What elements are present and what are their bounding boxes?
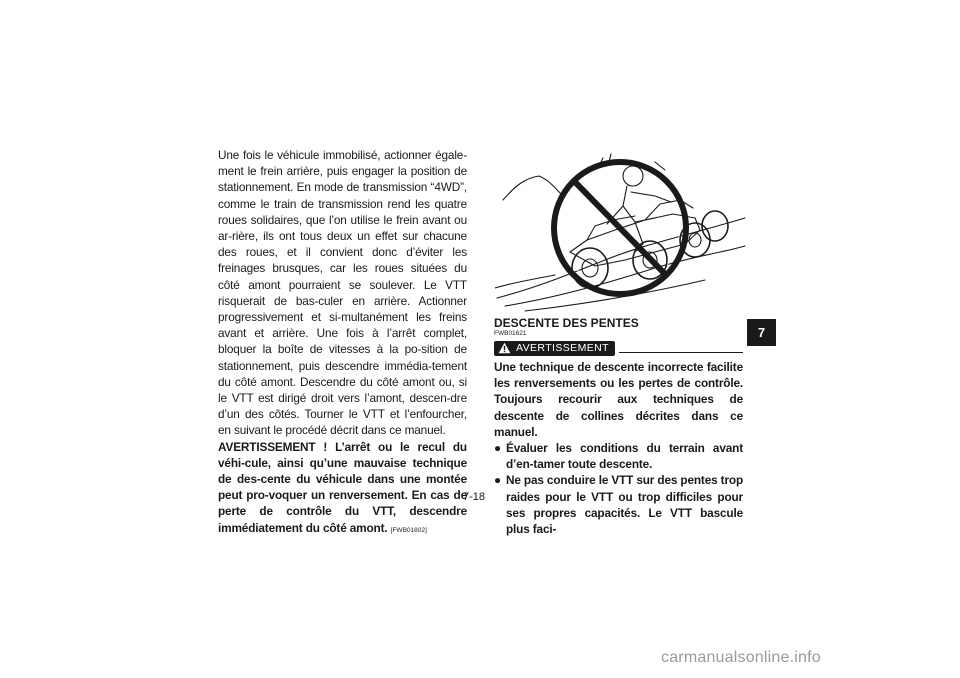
right-column (494, 316, 743, 537)
body-paragraph: Une fois le véhicule immobilisé, actionner égale-ment le frein arrière, puis engager la position de stationnement. En mode de transmission “4WD”, comme le train de transmission rend les quatre roues solidaires, que l’on utilise le frein avant ou ar-rière, ils ont tous deux un effet sur chacune des roues, et il convient donc d’éviter les freinages brusques, car les roues situées du côté amont pourraient se soulever. Le VTT risquerait de bas-culer en arrière. Actionner progressivement et si-multanément les freins avant et arrière. Une fois à l’arrêt complet, bloquer la boîte de vitesses à la po-sition de stationnement, puis descendre immédia-tement du côté amont. Descendre du côté amont ou, si le VTT est dirigé droit vers l’amont, descen-dre d’un des côtés. Tourner le VTT et l’enfourcher, en suivant le procédé décrit dans ce manuel. (218, 148, 467, 438)
bullet-dot-icon: ● (494, 441, 501, 456)
chapter-tab: 7 (747, 319, 776, 346)
warning-bullet (494, 440, 743, 472)
warning-header (494, 340, 743, 356)
inline-warning-text: AVERTISSEMENT ! L’arrêt ou le recul du véhi-cule, ainsi qu’une mauvaise technique de des-cente du véhicule dans une montée peut pro-voquer un renversement. En cas de perte de contrôle du VTT, descendre immédiatement du côté amont. (218, 439, 467, 535)
bullet-dot-icon: ● (494, 473, 501, 488)
prohibited-atv-downhill-illustration (495, 148, 747, 312)
inline-warning (218, 439, 467, 539)
illustration-svg (495, 148, 747, 312)
left-column (218, 147, 467, 539)
warning-triangle-icon (498, 342, 511, 354)
section-title: DESCENTE DES PENTES (494, 316, 639, 330)
watermark-link[interactable]: carmanualsonline.info (661, 649, 821, 666)
bullet-text: Évaluer les conditions du terrain avant d’en-tamer toute descente. (506, 441, 743, 472)
warning-text: Une technique de descente incorrecte facilite les renversements ou les pertes de contrôle. Toujours recourir aux techniques de descente de collines décrites dans ce manuel. (494, 360, 743, 439)
warning-badge (494, 341, 615, 356)
warning-bullet (494, 472, 743, 537)
bullet-text: Ne pas conduire le VTT sur des pentes trop raides pour le VTT ou trop difficiles pour ses propres capacités. Le VTT bascule plus faci- (506, 473, 743, 537)
section-code: FWB01621 (494, 330, 527, 337)
inline-warning-code: [FWB01802] (390, 526, 427, 534)
warning-rule (619, 344, 743, 353)
page-number: 7-18 (463, 491, 486, 503)
warning-label: AVERTISSEMENT (516, 342, 609, 354)
